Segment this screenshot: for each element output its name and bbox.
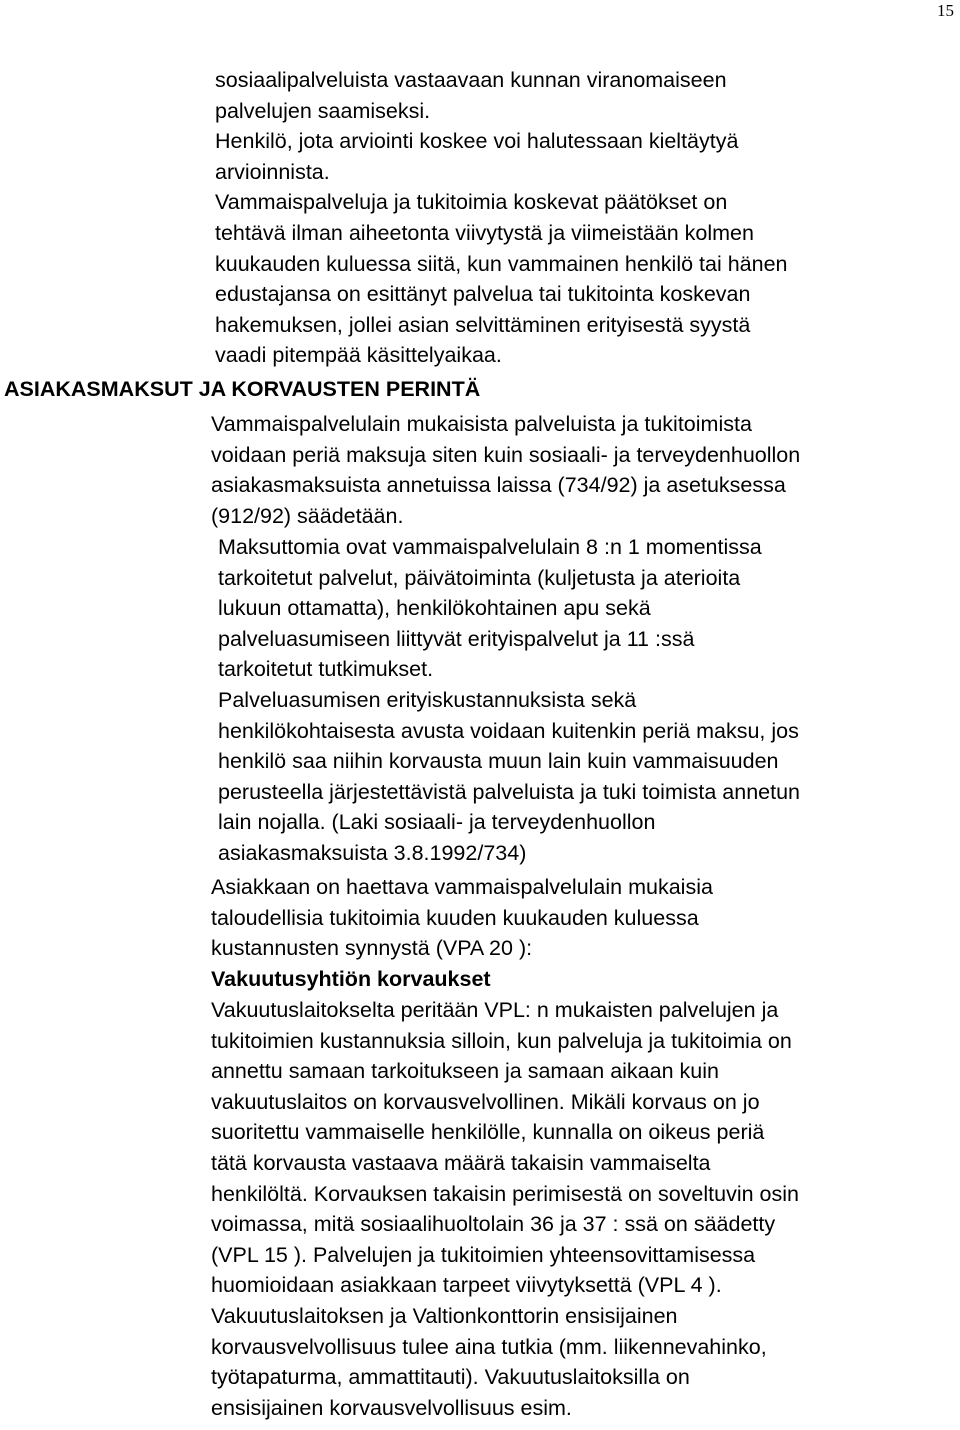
- page-number: 15: [937, 1, 954, 20]
- text-line: asiakasmaksuista annetuissa laissa (734/92) ja asetuksessa: [211, 473, 786, 498]
- text-line: ensisijainen korvausvelvollisuus esim.: [211, 1395, 572, 1420]
- text-line: korvausvelvollisuus tulee aina tutkia (mm. liikennevahinko,: [211, 1334, 767, 1359]
- text-line: perusteella järjestettävistä palveluista ja tuki toimista annetun: [218, 779, 801, 804]
- text-line: Maksuttomia ovat vammaispalvelulain 8 :n 1 momentissa: [218, 535, 762, 559]
- text-line: suoritettu vammaiselle henkilölle, kunnalla on oikeus periä: [211, 1120, 765, 1145]
- text-line: Vakuutuslaitokselta peritään VPL: n mukaisten palvelujen ja: [211, 998, 779, 1022]
- text-line: kuukauden kuluessa siitä, kun vammainen henkilö tai hänen: [215, 251, 788, 276]
- text-line: lain nojalla. (Laki sosiaali- ja terveydenhuollon: [218, 810, 656, 835]
- text-line: lukuun ottamatta), henkilökohtainen apu sekä: [218, 596, 651, 621]
- text-line: tarkoitetut palvelut, päivätoiminta (kuljetusta ja aterioita: [218, 565, 741, 590]
- text-line: hakemuksen, jollei asian selvittäminen erityisestä syystä: [215, 312, 751, 337]
- text-line: asiakasmaksuista 3.8.1992/734): [218, 840, 527, 865]
- text-line: työtapaturma, ammattitauti). Vakuutuslaitoksilla on: [211, 1365, 690, 1390]
- text-line: palvelujen saamiseksi.: [215, 98, 431, 123]
- text-line: edustajansa on esittänyt palvelua tai tukitointa koskevan: [215, 282, 751, 307]
- section-heading-insurance-compensation: Vakuutusyhtiön korvaukset: [211, 967, 491, 991]
- text-line: Asiakkaan on haettava vammaispalvelulain mukaisia: [211, 875, 713, 899]
- text-line: arvioinnista.: [215, 159, 330, 184]
- text-line: henkilöltä. Korvauksen takaisin perimisestä on soveltuvin osin: [211, 1181, 799, 1206]
- text-line: voidaan periä maksuja siten kuin sosiaali- ja terveydenhuollon: [211, 442, 801, 467]
- text-line: (912/92) säädetään.: [211, 503, 404, 528]
- text-line: Vammaispalveluja ja tukitoimia koskevat päätökset on: [215, 190, 728, 215]
- text-line: taloudellisia tukitoimia kuuden kuukauden kuluessa: [211, 905, 699, 930]
- text-line: vaadi pitempää käsittelyaikaa.: [215, 343, 502, 368]
- text-line: huomioidaan asiakkaan tarpeet viivytyksettä (VPL 4 ).: [211, 1273, 722, 1298]
- text-line: henkilö saa niihin korvausta muun lain kuin vammaisuuden: [218, 749, 779, 774]
- paragraph-application-deadline: [211, 872, 713, 964]
- text-line: vakuutuslaitos on korvausvelvollinen. Mikäli korvaus on jo: [211, 1089, 760, 1114]
- text-line: annettu samaan tarkoitukseen ja samaan aikaan kuin: [211, 1059, 719, 1084]
- paragraph-free-services: [218, 532, 800, 869]
- text-line: tehtävä ilman aiheetonta viivytystä ja viimeistään kolmen: [215, 220, 754, 245]
- text-line: kustannusten synnystä (VPA 20 ):: [211, 936, 533, 961]
- text-line: henkilökohtaisesta avusta voidaan kuitenkin periä maksu, jos: [218, 718, 799, 743]
- text-line: Vakuutuslaitoksen ja Valtionkonttorin ensisijainen: [211, 1303, 678, 1328]
- text-line: Henkilö, jota arviointi koskee voi halutessaan kieltäytyä: [215, 129, 739, 154]
- text-line: tukitoimien kustannuksia silloin, kun palveluja ja tukitoimia on: [211, 1028, 792, 1053]
- text-line: palveluasumiseen liittyvät erityispalvelut ja 11 :ssä: [218, 626, 695, 651]
- text-line: tarkoitetut tutkimukset.: [218, 657, 434, 682]
- text-line: Vammaispalvelulain mukaisista palveluista ja tukitoimista: [211, 412, 752, 436]
- section-heading-client-fees: ASIAKASMAKSUT JA KORVAUSTEN PERINTÄ: [4, 377, 481, 401]
- text-line: (VPL 15 ). Palvelujen ja tukitoimien yhteensovittamisessa: [211, 1242, 756, 1267]
- paragraph-insurance: [211, 995, 799, 1423]
- text-line: tätä korvausta vastaava määrä takaisin vammaiselta: [211, 1150, 711, 1175]
- text-line: Palveluasumisen erityiskustannuksista sekä: [218, 687, 637, 712]
- paragraph-assessment-and-decisions: [215, 65, 788, 371]
- paragraph-fees: [211, 409, 800, 531]
- text-line: voimassa, mitä sosiaalihuoltolain 36 ja 37 : ssä on säädetty: [211, 1212, 776, 1237]
- text-line: sosiaalipalveluista vastaavaan kunnan viranomaiseen: [215, 68, 727, 92]
